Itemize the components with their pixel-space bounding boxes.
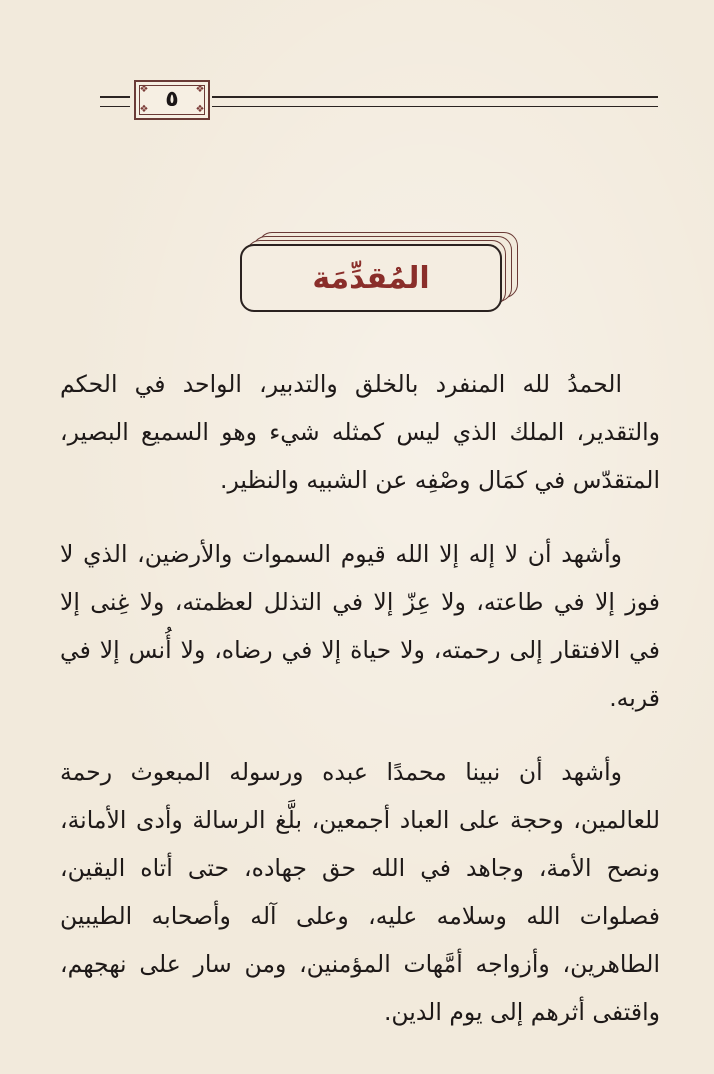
corner-ornament-icon: ❖ (195, 84, 205, 95)
header-rule-right (212, 96, 658, 107)
header-rule-left (100, 96, 130, 107)
body-text (60, 360, 660, 1062)
corner-ornament-icon: ❖ (139, 84, 149, 95)
paragraph: الحمدُ لله المنفرد بالخلق والتدبير، الواحد في الحكم والتقدير، الملك الذي ليس كمثله شيء وهو السميع البصير، المتقدّس في كمَال وصْفِه عن الشبيه والنظير. (60, 370, 660, 494)
paragraph: وأشهد أن لا إله إلا الله قيوم السموات والأرضين، الذي لا فوز إلا في طاعته، ولا عِزّ إلا في التذلل لعظمته، ولا غِنى إلا في الافتقار إلى رحمته، ولا حياة إلا في رضاه، ولا أُنس إلا في قربه. (60, 540, 660, 712)
paragraph: وأشهد أن نبينا محمدًا عبده ورسوله المبعوث رحمة للعالمين، وحجة على العباد أجمعين، بلَّغ الرسالة وأدى الأمانة، ونصح الأمة، وجاهد في الله حق جهاده، حتى أتاه اليقين، فصلوات الله وسلامه عليه، وعلى آله وأصحابه الطيبين الطاهرين، وأزواجه أمَّهات المؤمنين، ومن سار على نهجهم، واقتفى أثرهم إلى يوم الدين. (60, 758, 660, 1026)
corner-ornament-icon: ❖ (195, 104, 205, 115)
page-number: ٥ (165, 87, 179, 112)
corner-ornament-icon: ❖ (139, 104, 149, 115)
page-number-frame (134, 80, 210, 120)
plaque-front (240, 244, 502, 312)
chapter-title: المُقدِّمَة (312, 260, 430, 296)
title-plaque (240, 232, 520, 314)
